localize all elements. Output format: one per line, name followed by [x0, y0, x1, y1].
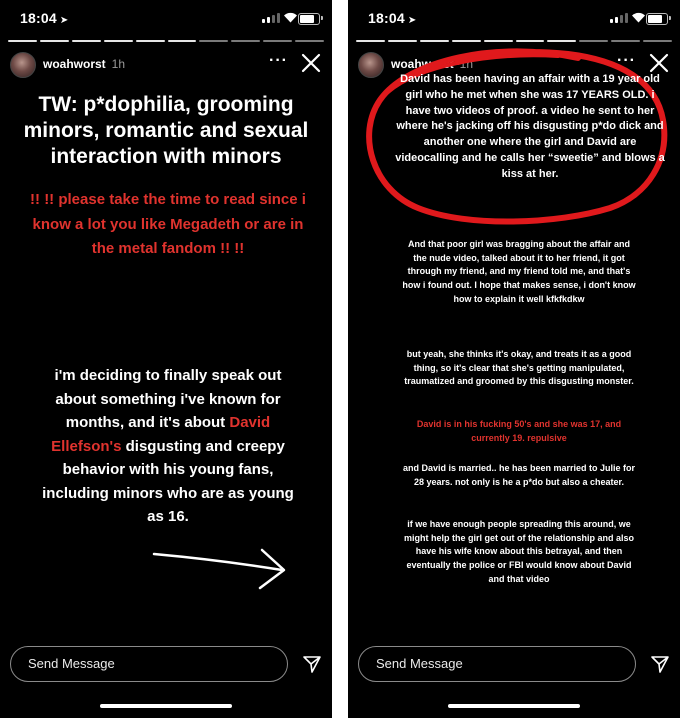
- status-bar: [0, 8, 332, 30]
- story-progress: [8, 40, 324, 42]
- message-placeholder: Send Message: [28, 656, 115, 671]
- username[interactable]: woahworst 1h: [43, 57, 126, 71]
- post-age: 1h: [459, 57, 474, 71]
- post-age: 1h: [111, 57, 126, 71]
- status-time: 18:04 ➤: [20, 10, 69, 26]
- signal-icon: [262, 13, 280, 23]
- paragraph-red: David is in his fucking 50's and she was 17, and currently 19. repulsive: [416, 419, 622, 443]
- send-icon[interactable]: [302, 654, 322, 674]
- username[interactable]: woahworst 1h: [391, 57, 474, 71]
- more-icon[interactable]: ···: [269, 52, 288, 69]
- send-message-input[interactable]: [358, 646, 636, 682]
- location-arrow-icon: ➤: [407, 15, 417, 26]
- circled-paragraph: David has been having an affair with a 19 year old girl who he met when she was 17 YEARS OLD. i have two videos of proof. a video he sent to her where he's jacking off his disgusting p*do dick and another one where the girl and David are videocalling and he calls her “sweetie” and blows a kiss at her.: [395, 73, 665, 180]
- story-screen-left: [0, 0, 332, 718]
- battery-icon: [298, 13, 320, 25]
- send-icon[interactable]: [650, 654, 670, 674]
- signal-icon: [610, 13, 628, 23]
- paragraph-3: but yeah, she thinks it's okay, and treats it as a good thing, so it's clear that she's getting manipulated, traumatized and groomed by this disgusting monster.: [404, 349, 634, 387]
- home-indicator[interactable]: [448, 704, 580, 708]
- trigger-warning-heading: TW: p*dophilia, grooming minors, romantic and sexual interaction with minors: [23, 93, 309, 168]
- story-header: [10, 50, 322, 80]
- status-time: 18:04 ➤: [368, 10, 417, 26]
- close-icon[interactable]: [300, 52, 322, 74]
- home-indicator[interactable]: [100, 704, 232, 708]
- message-placeholder: Send Message: [376, 656, 463, 671]
- avatar[interactable]: [10, 52, 36, 78]
- location-arrow-icon: ➤: [59, 15, 69, 26]
- story-body-text: i'm deciding to finally speak out about something i've known for months, and it's about David Ellefson's disgusting and creepy behavior with his young fans, including minors who are as young as 16.: [42, 367, 294, 525]
- wifi-icon: [283, 11, 298, 23]
- story-screen-right: [348, 0, 680, 718]
- paragraph-4: and David is married.. he has been married to Julie for 28 years. not only is he a p*do but also a cheater.: [402, 463, 636, 487]
- battery-icon: [646, 13, 668, 25]
- warning-text: !! !! please take the time to read since i know a lot you like Megadeth or are in the metal fandom !! !!: [30, 191, 306, 257]
- status-bar: [348, 8, 680, 30]
- highlighted-name: David Ellefson's: [51, 414, 271, 455]
- more-icon[interactable]: ···: [617, 52, 636, 69]
- paragraph-5: if we have enough people spreading this around, we might help the girl get out of the relationship and also have his wife know about this betrayal, and then eventually the police or FBI would know about David and that video: [403, 519, 634, 584]
- send-message-input[interactable]: [10, 646, 288, 682]
- arrow-drawing-icon: [150, 544, 292, 594]
- paragraph-2: And that poor girl was bragging about the affair and the nude video, talked about it to her friend, it got through my friend, and my friend told me, and that's how i found out. I hope that makes sense, i don't know how to explain it well kfkfkdkw: [402, 239, 636, 304]
- wifi-icon: [631, 11, 646, 23]
